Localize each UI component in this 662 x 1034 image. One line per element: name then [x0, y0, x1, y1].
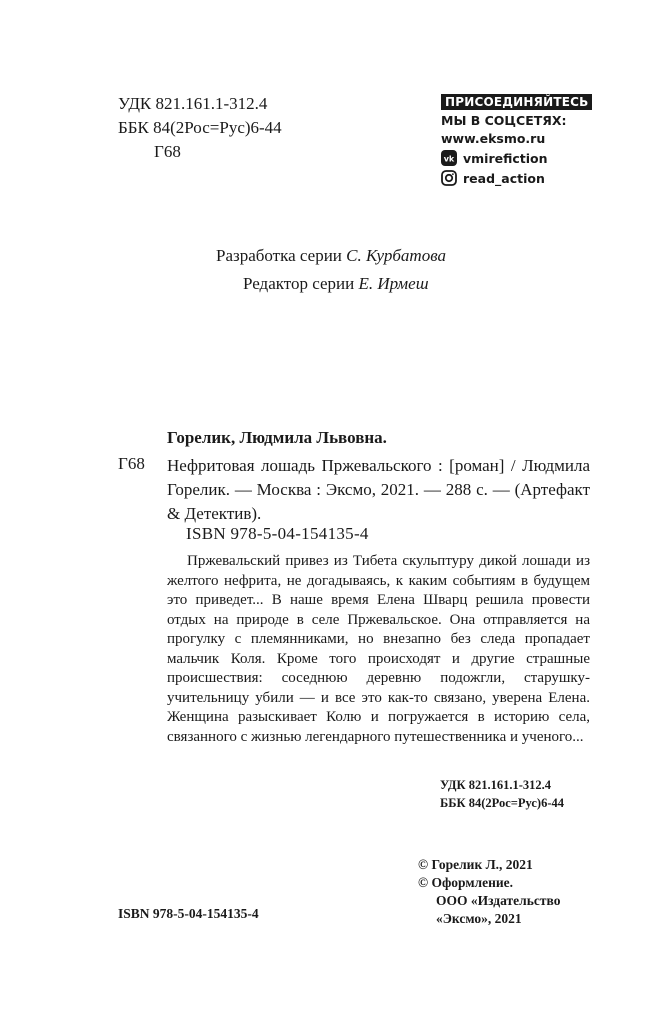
- card-codes: [440, 776, 564, 812]
- copyright-publisher-1: ООО «Издательство: [436, 893, 561, 908]
- copyright-block: [418, 856, 560, 928]
- instagram-icon: [441, 170, 457, 186]
- vk-handle: vmirefiction: [463, 150, 548, 166]
- card-author: Горелик, Людмила Львовна.: [167, 428, 387, 447]
- card-bbk: ББК 84(2Рос=Рус)6-44: [440, 796, 564, 810]
- classification-codes: [118, 92, 282, 164]
- bbk-code: ББК 84(2Рос=Рус)6-44: [118, 118, 282, 137]
- editor-label: Редактор серии: [243, 274, 355, 293]
- copyright-design: © Оформление.: [418, 875, 514, 890]
- join-banner: ПРИСОЕДИНЯЙТЕСЬ: [441, 94, 592, 110]
- vk-row[interactable]: [441, 150, 592, 166]
- card-author-mark: Г68: [118, 454, 145, 473]
- copyright-publisher-2: «Эксмо», 2021: [436, 911, 522, 926]
- card-udk: УДК 821.161.1-312.4: [440, 778, 551, 792]
- card-isbn: ISBN 978-5-04-154135-4: [186, 524, 369, 543]
- series-developer: [216, 244, 446, 268]
- social-heading: МЫ В СОЦСЕТЯХ:: [441, 113, 567, 128]
- card-annotation: Пржевальский привез из Тибета скульптуру дикой лошади из желтого нефрита, не догадываясь, к каким событиям в будущем это приведет... В наше время Елена Шварц решила провести отдых на природе в селе Пржевальское. Она отправляется на прогулку с племянниками, но внезапно без следа пропадает мальчик Коля. Кроме того происходят и другие страшные происшествия: соседнюю деревню подожгли, старушку-учительницу убили — и все это как-то связано, уверена Елена. Женщина разыскивает Колю и погружается в историю села, связанного с жизнью легендарного путешественника и ученого...: [167, 553, 590, 745]
- card-bibliographic-description: Нефритовая лошадь Пржевальского : [роман] / Людмила Горелик. — Москва : Эксмо, 2021. — 288 с. — (Артефакт & Детектив).: [167, 456, 590, 523]
- series-editor: [243, 272, 429, 296]
- instagram-handle: read_action: [463, 170, 545, 186]
- website-link[interactable]: www.eksmo.ru: [441, 131, 546, 146]
- isbn-bottom: ISBN 978-5-04-154135-4: [118, 906, 259, 921]
- udk-code: УДК 821.161.1-312.4: [118, 94, 268, 113]
- vk-icon: [441, 150, 457, 166]
- author-mark: Г68: [154, 142, 181, 161]
- series-dev-name: С. Курбатова: [346, 246, 446, 265]
- social-block: [441, 91, 592, 186]
- instagram-row[interactable]: [441, 170, 592, 186]
- series-dev-label: Разработка серии: [216, 246, 342, 265]
- editor-name: Е. Ирмеш: [358, 274, 429, 293]
- copyright-author: © Горелик Л., 2021: [418, 857, 533, 872]
- svg-text:vk: vk: [443, 154, 455, 164]
